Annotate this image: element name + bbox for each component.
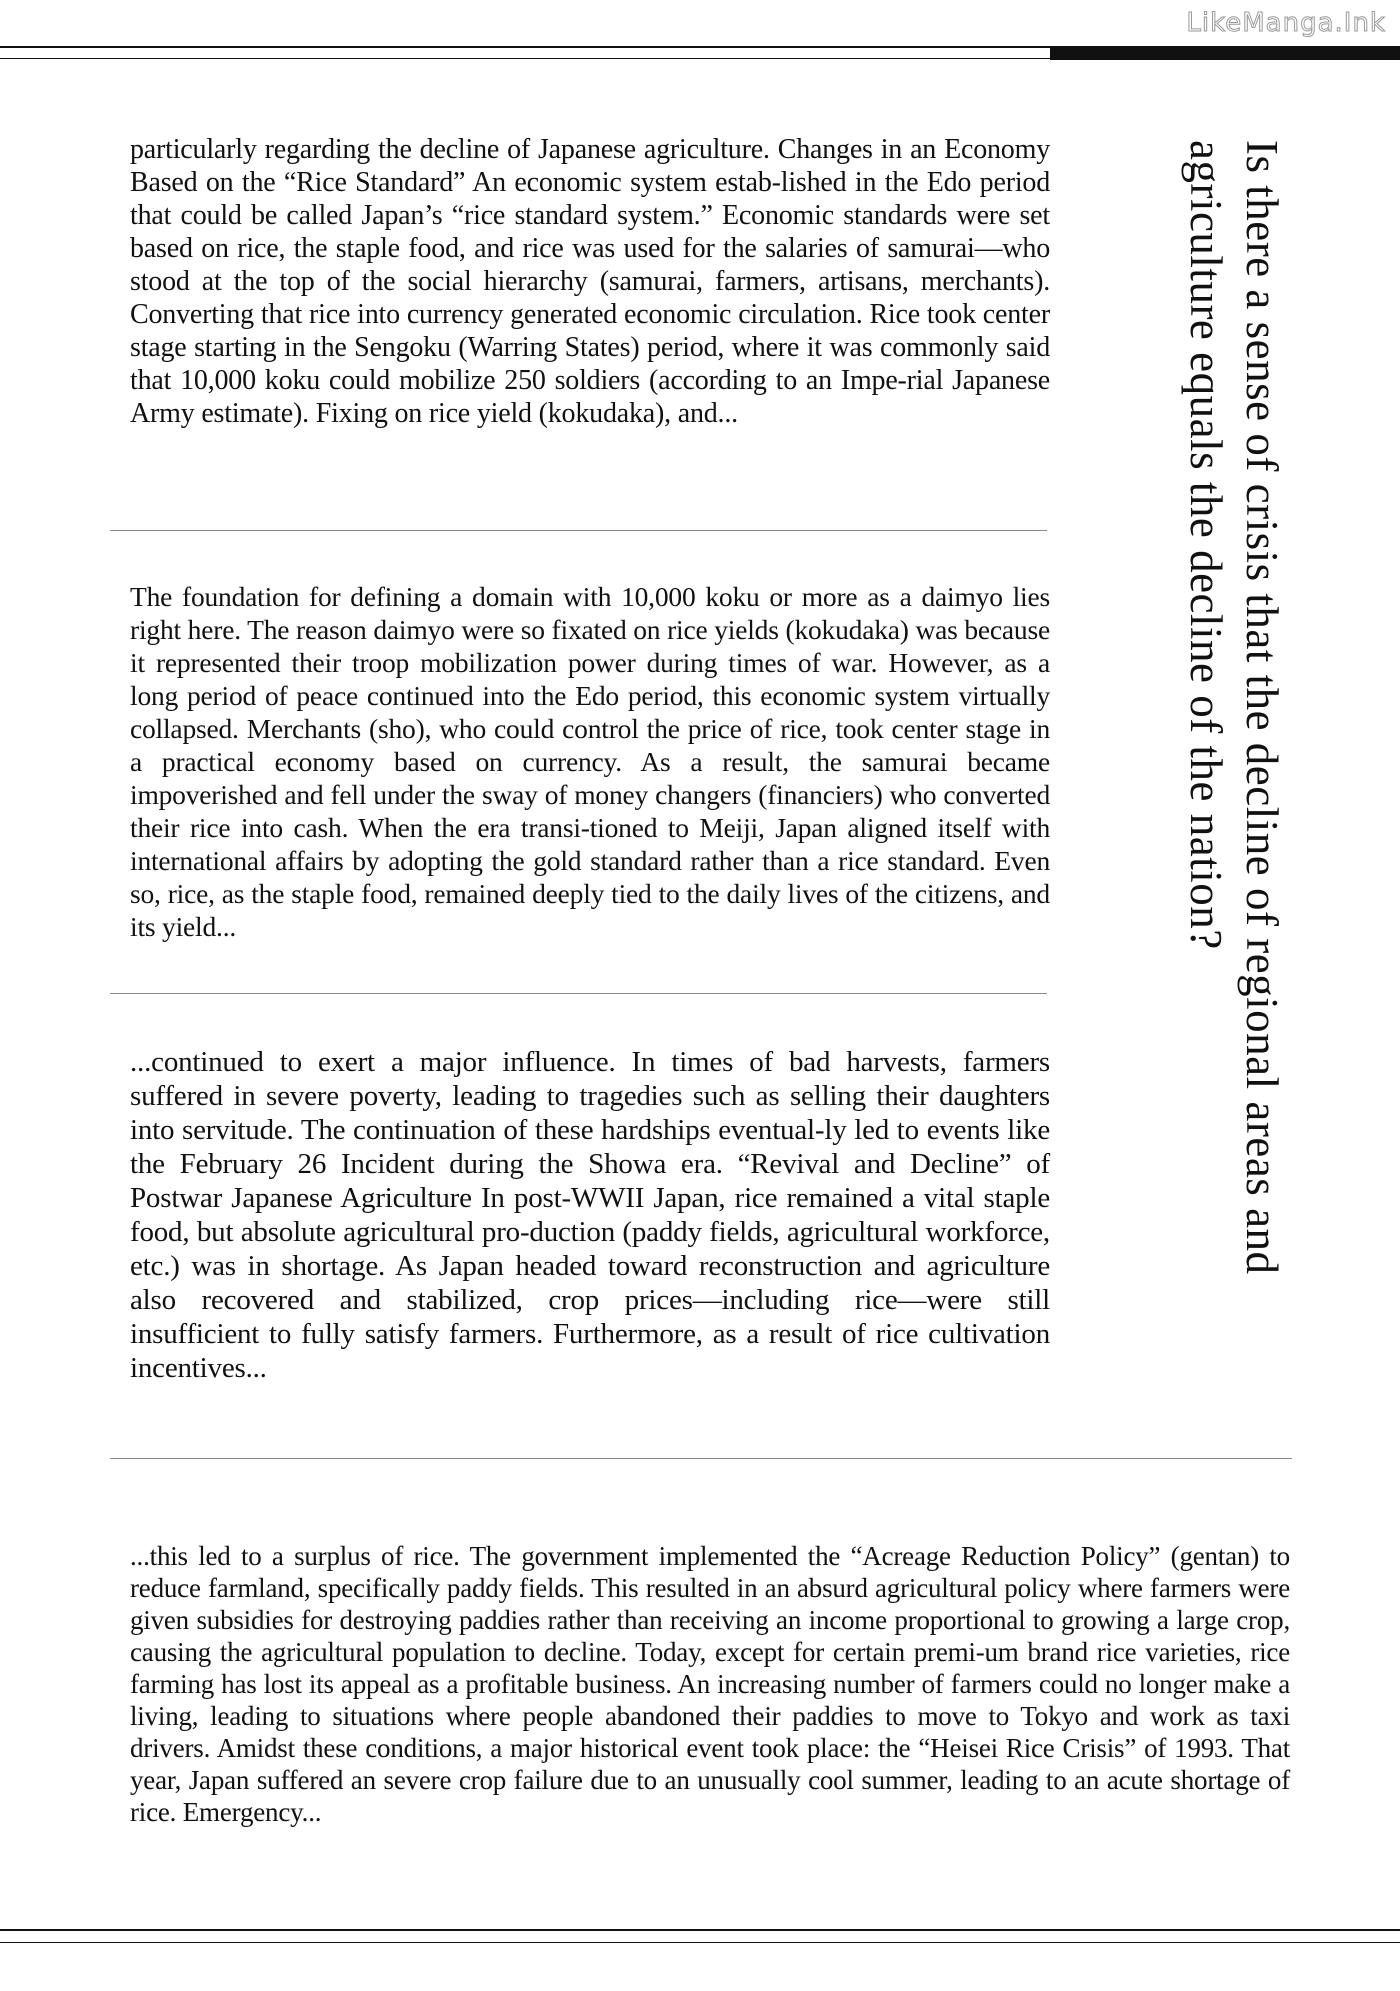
top-border-bar <box>1050 46 1400 60</box>
page-heading: Is there a sense of crisis that the decline of regional areas and agriculture equals the decline of the nation? <box>1181 140 1287 1275</box>
article-paragraph-3: ...continued to exert a major influence. In times of bad harvests, farmers suffered in severe poverty, leading to tragedies such as selling their daughters into servitude. The continuation of these hardships eventual-ly led to events like the February 26 Incident during the Showa era. “Revival and Decline” of Postwar Japanese Agriculture In post-WWII Japan, rice remained a vital staple food, but absolute agricultural pro-duction (paddy fields, agricultural workforce, etc.) was in shortage. As Japan headed toward reconstruction and agriculture also recovered and stabilized, crop prices—including rice—were still insufficient to fully satisfy farmers. Furthermore, as a result of rice cultivation incentives... <box>130 1046 1050 1384</box>
section-divider <box>110 993 1047 994</box>
section-divider <box>110 530 1047 531</box>
article-paragraph-2: The foundation for defining a domain with 10,000 koku or more as a daimyo lies right here. The reason daimyo were so fixated on rice yields (kokudaka) was because it represented their troop mobilization power during times of war. However, as a long period of peace continued into the Edo period, this economic system virtually collapsed. Merchants (sho), who could control the price of rice, took center stage in a practical economy based on currency. As a result, the samurai became impoverished and fell under the sway of money changers (financiers) who converted their rice into cash. When the era transi-tioned to Meiji, Japan aligned itself with international affairs by adopting the gold standard rather than a rice standard. Even so, rice, as the staple food, remained deeply tied to the daily lives of the citizens, and its yield... <box>130 581 1050 942</box>
watermark: LikeManga.Ink <box>1186 8 1386 38</box>
bottom-border-line-secondary <box>0 1942 1400 1943</box>
bottom-border-line <box>0 1929 1400 1931</box>
article-paragraph-1: particularly regarding the decline of Japanese agriculture. Changes in an Economy Based on the “Rice Standard” An economic system estab-lished in the Edo period that could be called Japan’s “rice standard system.” Economic standards were set based on rice, the staple food, and rice was used for the salaries of samurai—who stood at the top of the social hierarchy (samurai, farmers, artisans, merchants). Converting that rice into currency generated economic circulation. Rice took center stage starting in the Sengoku (Warring States) period, where it was commonly said that 10,000 koku could mobilize 250 soldiers (according to an Impe-rial Japanese Army estimate). Fixing on rice yield (kokudaka), and... <box>130 134 1050 429</box>
section-divider <box>110 1458 1292 1459</box>
article-paragraph-4: ...this led to a surplus of rice. The government implemented the “Acreage Reduction Policy” (gentan) to reduce farmland, specifically paddy fields. This resulted in an absurd agricultural policy where farmers were given subsidies for destroying paddies rather than receiving an income proportional to growing a large crop, causing the agricultural population to decline. Today, except for certain premi-um brand rice varieties, rice farming has lost its appeal as a profitable business. An increasing number of farmers could no longer make a living, leading to situations where people abandoned their paddies to move to Tokyo and work as taxi drivers. Amidst these conditions, a major historical event took place: the “Heisei Rice Crisis” of 1993. That year, Japan suffered an severe crop failure due to an unusually cool summer, leading to an acute shortage of rice. Emergency... <box>130 1541 1290 1827</box>
